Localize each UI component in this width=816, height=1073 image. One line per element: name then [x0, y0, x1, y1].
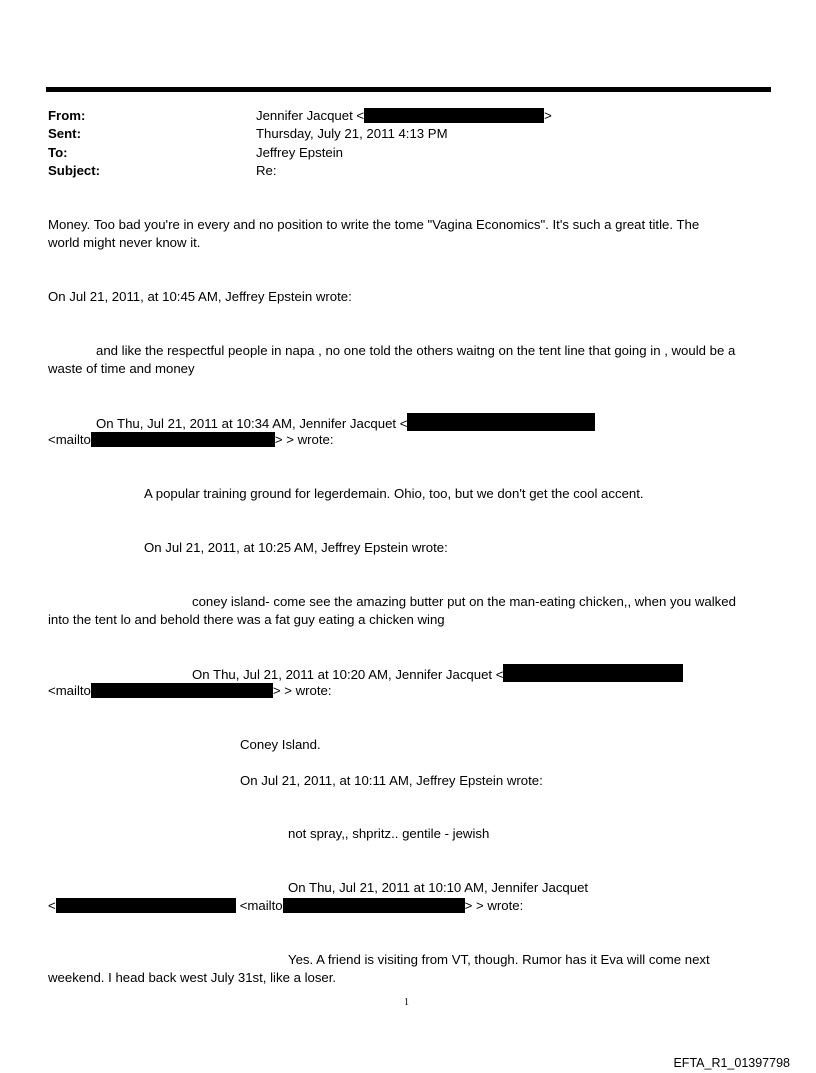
mailto-text: <mailto — [239, 898, 283, 913]
quote-attribution: On Jul 21, 2011, at 10:11 AM, Jeffrey Epstein wrote: — [240, 773, 543, 788]
subject-label: Subject: — [48, 163, 101, 178]
redaction-block — [364, 108, 544, 123]
header-rule — [46, 87, 771, 92]
wrote-text: > > wrote: — [274, 432, 334, 447]
quote-attribution — [192, 664, 683, 684]
mailto-line — [48, 897, 523, 915]
lt-text: < — [48, 898, 56, 913]
body-line: not spray,, shpritz.. gentile - jewish — [288, 826, 490, 841]
quote-attribution: On Jul 21, 2011, at 10:45 AM, Jeffrey Epstein wrote: — [48, 289, 352, 304]
mailto-line — [48, 431, 334, 449]
quote-attribution: On Thu, Jul 21, 2011 at 10:10 AM, Jennifer Jacquet — [288, 880, 589, 895]
document-id: EFTA_R1_01397798 — [673, 1056, 790, 1070]
redaction-block — [56, 898, 236, 913]
from-value — [256, 107, 552, 125]
body-line: weekend. I head back west July 31st, like a loser. — [48, 970, 337, 985]
redaction-block — [503, 664, 683, 682]
from-label: From: — [48, 108, 86, 123]
body-line: Yes. A friend is visiting from VT, though. Rumor has it Eva will come next — [288, 952, 710, 967]
body-line: A popular training ground for legerdemain. Ohio, too, but we don't get the cool accent. — [144, 486, 644, 501]
subject-value: Re: — [256, 163, 277, 178]
body-line: waste of time and money — [48, 361, 195, 376]
quote-attribution: On Jul 21, 2011, at 10:25 AM, Jeffrey Epstein wrote: — [144, 540, 448, 555]
to-label: To: — [48, 145, 68, 160]
body-line: and like the respectful people in napa , no one told the others waitng on the tent line that going in , would be a — [96, 343, 736, 358]
from-name: Jennifer Jacquet < — [256, 108, 365, 123]
mailto-text: <mailto — [48, 432, 91, 447]
wrote-text: > > wrote: — [464, 898, 524, 913]
attribution-text: On Thu, Jul 21, 2011 at 10:34 AM, Jennifer Jacquet < — [96, 416, 408, 431]
mailto-line — [48, 682, 332, 700]
body-line: world might never know it. — [48, 235, 201, 250]
body-line: into the tent lo and behold there was a fat guy eating a chicken wing — [48, 612, 445, 627]
sent-label: Sent: — [48, 126, 81, 141]
page-number: 1 — [404, 997, 409, 1008]
redaction-block — [407, 413, 595, 431]
redaction-block — [283, 898, 465, 913]
sent-value: Thursday, July 21, 2011 4:13 PM — [256, 126, 448, 141]
redaction-block — [91, 432, 275, 447]
quote-attribution — [96, 413, 595, 433]
redaction-block — [91, 683, 273, 698]
body-line: coney island- come see the amazing butter put on the man-eating chicken,, when you walked — [192, 594, 736, 609]
attribution-text: On Thu, Jul 21, 2011 at 10:20 AM, Jennifer Jacquet < — [192, 667, 504, 682]
body-line: Money. Too bad you're in every and no position to write the tome "Vagina Economics". It's such a great title. The — [48, 217, 700, 232]
body-line: Coney Island. — [240, 737, 321, 752]
from-tail: > — [544, 108, 552, 123]
to-value: Jeffrey Epstein — [256, 145, 343, 160]
mailto-text: <mailto — [48, 683, 91, 698]
wrote-text: > > wrote: — [272, 683, 332, 698]
